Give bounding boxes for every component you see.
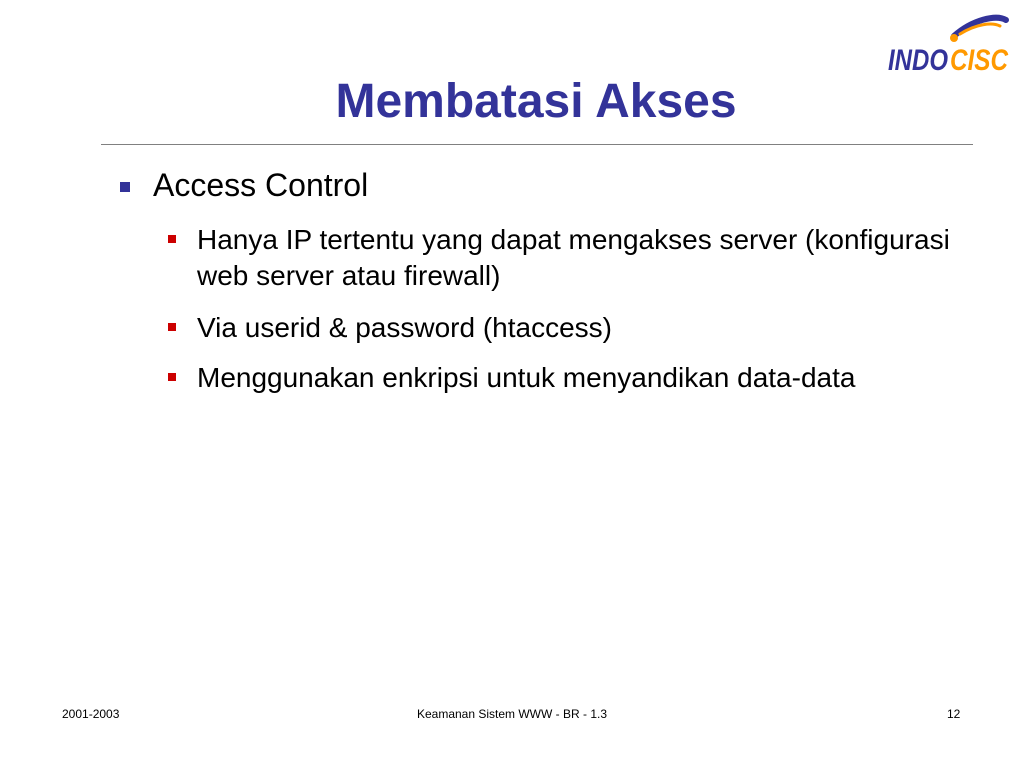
bullet-square-icon (168, 323, 176, 331)
title-divider (101, 144, 973, 145)
slide-title: Membatasi Akses (335, 75, 737, 128)
bullet-level2-text: Hanya IP tertentu yang dapat mengakses server (konfigurasi web server atau firewall) (197, 224, 950, 291)
footer-title: Keamanan Sistem WWW - BR - 1.3 (416, 707, 608, 721)
bullet-square-icon (120, 182, 130, 192)
logo-dot (950, 34, 958, 42)
bullet-level1-text: Access Control (153, 167, 369, 203)
logo-text-indo: INDO (888, 44, 948, 77)
bullet-level2-text: Menggunakan enkripsi untuk menyandikan data-data (197, 362, 856, 393)
bullet-square-icon (168, 235, 176, 243)
bullet-level2-text: Via userid & password (htaccess) (197, 312, 612, 343)
footer-date: 2001-2003 (62, 707, 120, 721)
logo-text-cisc: CISC (950, 44, 1010, 77)
bullet-square-icon (168, 373, 176, 381)
footer-page-number: 12 (947, 707, 961, 721)
